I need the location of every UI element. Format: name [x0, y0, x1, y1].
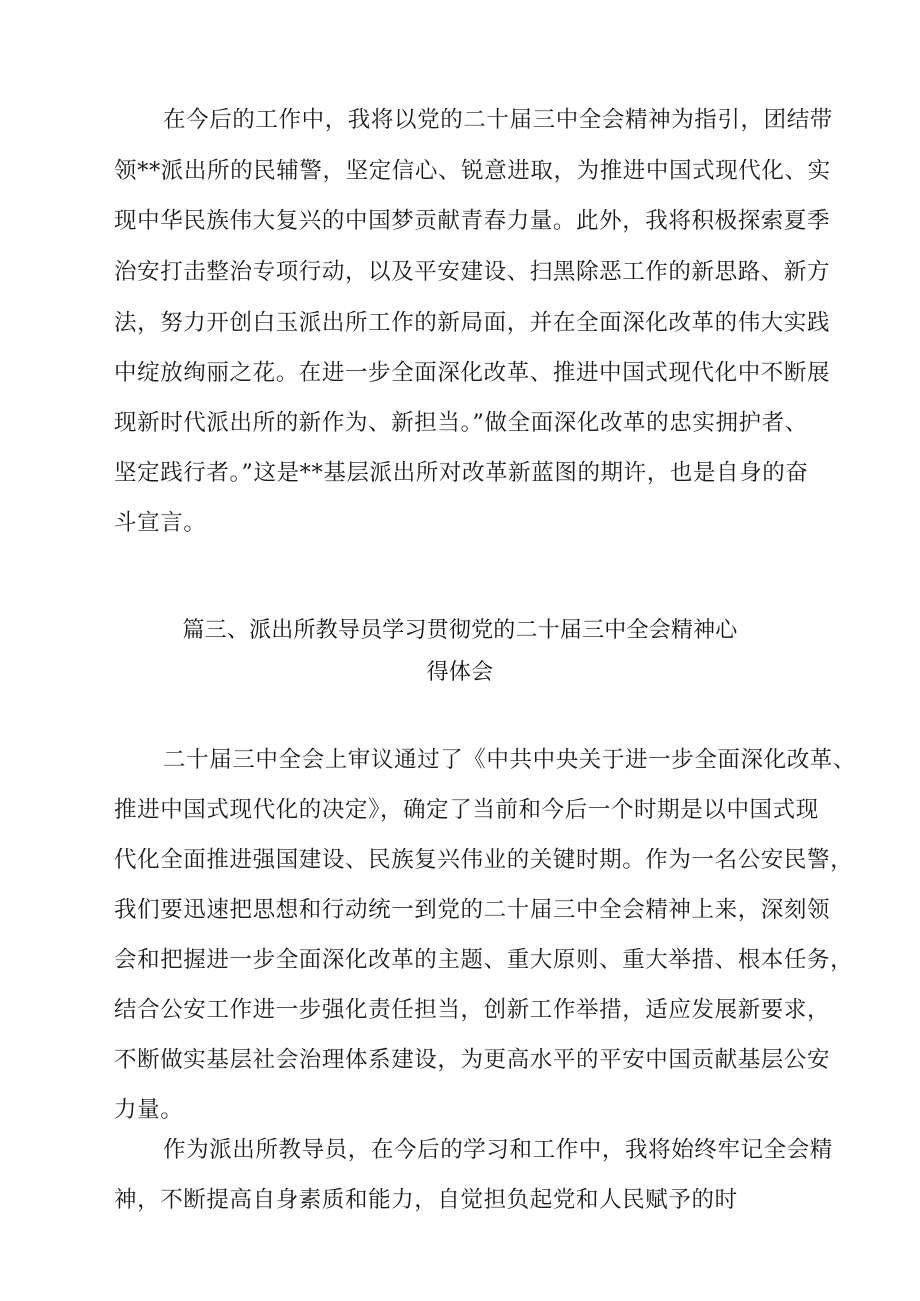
paragraph-line: 斗宣言。	[114, 510, 207, 536]
paragraph-line: 现中华民族伟大复兴的中国梦贡献青春力量。此外，我将积极探索夏季	[114, 208, 831, 234]
paragraph-line: 二十届三中全会上审议通过了《中共中央关于进一步全面深化改革、	[163, 747, 857, 773]
paragraph-line: 推进中国式现代化的决定》，确定了当前和今后一个时期是以中国式现	[114, 797, 819, 823]
paragraph-line: 中绽放绚丽之花。在进一步全面深化改革、推进中国式现代化中不断展	[114, 360, 831, 386]
paragraph-line: 坚定践行者。”这是**基层派出所对改革新蓝图的期许，也是自身的奋	[114, 460, 809, 486]
paragraph-line: 法，努力开创白玉派出所工作的新局面，并在全面深化改革的伟大实践	[114, 310, 831, 336]
paragraph-line: 神，不断提高自身素质和能力，自觉担负起党和人民赋予的时	[114, 1187, 738, 1213]
heading-line: 篇三、派出所教导员学习贯彻党的二十届三中全会精神心	[182, 618, 738, 643]
paragraph-line: 在今后的工作中，我将以党的二十届三中全会精神为指引，团结带	[163, 107, 833, 133]
paragraph-line: 结合公安工作进一步强化责任担当，创新工作举措，适应发展新要求，	[114, 997, 831, 1023]
paragraph-line: 会和把握进一步全面深化改革的主题、重大原则、重大举措、根本任务，	[114, 947, 854, 973]
paragraph-line: 力量。	[114, 1097, 184, 1123]
paragraph-line: 作为派出所教导员，在今后的学习和工作中，我将始终牢记全会精	[163, 1137, 833, 1163]
paragraph-line: 治安打击整治专项行动，以及平安建设、扫黑除恶工作的新思路、新方	[114, 259, 831, 285]
paragraph-line: 现新时代派出所的新作为、新担当。”做全面深化改革的忠实拥护者、	[114, 410, 808, 436]
heading-line: 得体会	[426, 660, 494, 685]
paragraph-line: 领**派出所的民辅警，坚定信心、锐意进取，为推进中国式现代化、实	[114, 158, 831, 184]
paragraph-line: 代化全面推进强国建设、民族复兴伟业的关键时期。作为一名公安民警，	[114, 847, 854, 873]
paragraph-line: 不断做实基层社会治理体系建设，为更高水平的平安中国贡献基层公安	[114, 1047, 831, 1073]
paragraph-line: 我们要迅速把思想和行动统一到党的二十届三中全会精神上来，深刻领	[114, 897, 831, 923]
